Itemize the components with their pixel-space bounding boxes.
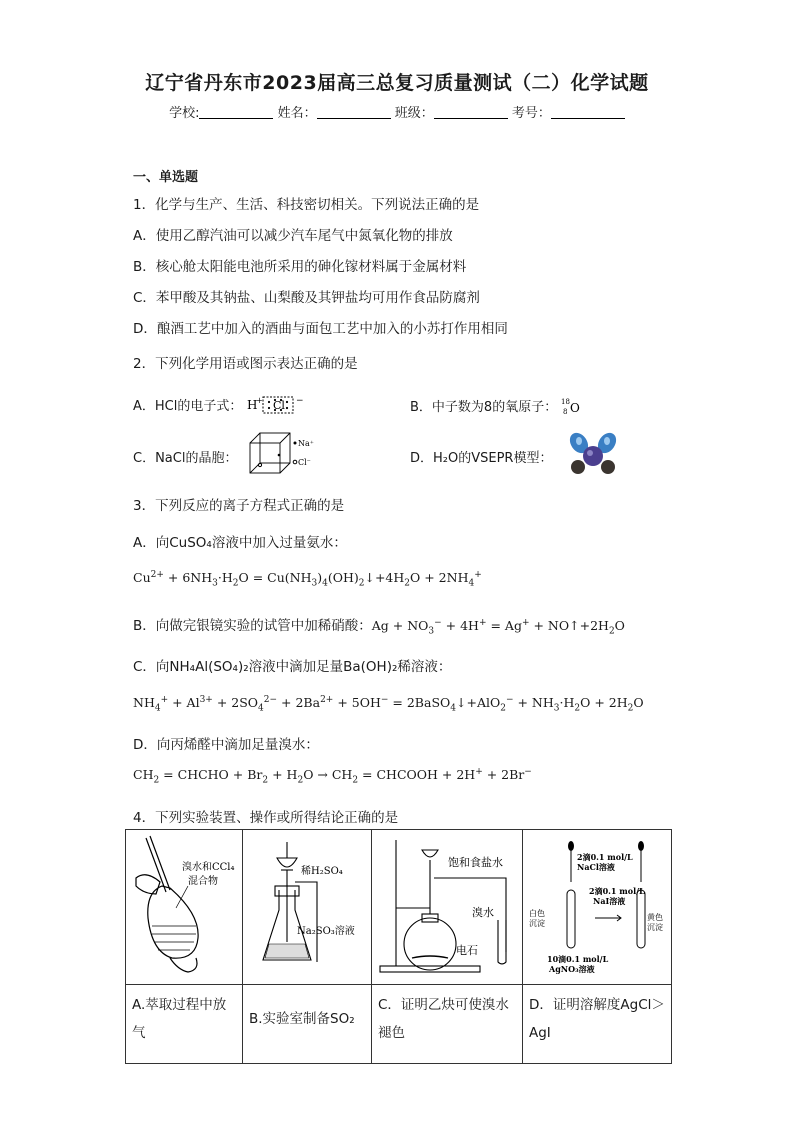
q2-option-b	[410, 395, 583, 417]
number-label: 考号：	[511, 106, 551, 121]
experiment-a-caption: A.萃取过程中放气	[126, 985, 243, 1064]
label-d5: 白色	[529, 909, 545, 918]
q3-option-b	[133, 614, 625, 637]
experiment-b-caption: B.实验室制备SO₂	[243, 985, 372, 1064]
q1-option-c: C．苯甲酸及其钠盐、山梨酸及其钾盐均可用作食品防腐剂	[133, 290, 480, 306]
svg-text:Cl: Cl	[272, 399, 285, 412]
q1-stem: 1．化学与生产、生活、科技密切相关。下列说法正确的是	[133, 197, 480, 213]
label-d8: 沉淀	[647, 923, 663, 932]
label-d6: 沉淀	[529, 919, 545, 928]
section-heading: 一、单选题	[133, 170, 199, 185]
q2-option-d	[410, 447, 552, 466]
nacl-unit-cell-diagram	[246, 431, 326, 475]
experiment-c-image-cell	[372, 830, 523, 985]
svg-text:+: +	[255, 396, 263, 405]
label-b1: 稀H₂SO₄	[301, 866, 343, 877]
experiment-a-image-cell	[126, 830, 243, 985]
q2-option-b-label: B．中子数为8的氧原子：	[410, 400, 558, 415]
svg-text:H: H	[246, 398, 257, 412]
label-c1: 饱和食盐水	[448, 856, 503, 869]
number-blank[interactable]	[551, 105, 625, 119]
q1-option-b: B．核心舱太阳能电池所采用的砷化镓材料属于金属材料	[133, 259, 467, 275]
q3-equation-c: $NH_4^+ + Al^{3+} + 2SO_4^{2-} + 2Ba^{2+} + 5OH^-$ = 2BaSO$_4$↓+AlO$_2$− + $NH_3\cdot H_2O + 2H_2O$	[133, 695, 644, 714]
q3-equation-d: $CH_2$ = CHCHO + $Br_2 + H_2O \to CH_2$ = CHCOOH + 2H+ + 2Br−	[133, 767, 532, 786]
svg-text:Cl⁻: Cl⁻	[298, 458, 311, 467]
h2o-vsepr-model	[566, 429, 622, 477]
label-d1: 2滴0.1 mol/L	[577, 852, 633, 862]
precipitate-conversion-diagram	[523, 830, 671, 984]
school-label: 学校:	[169, 106, 200, 121]
label-d7: 黄色	[647, 913, 663, 922]
svg-text:18: 18	[561, 398, 571, 406]
q3-option-a: A．向CuSO₄溶液中加入过量氨水：	[133, 535, 347, 551]
name-label: 姓名：	[277, 106, 317, 121]
experiment-d-image-cell	[523, 830, 672, 985]
label-a1: 溴水和CCl₄	[182, 862, 235, 873]
q3-equation-a: $Cu^{2+} + 6NH_3\cdot H_2O$ = $Cu(NH_3)_4(OH)_2↓+4H_2O + 2NH_4^+$	[133, 570, 482, 589]
student-info-line	[0, 102, 794, 121]
q3-stem: 3．下列反应的离子方程式正确的是	[133, 498, 345, 514]
class-blank[interactable]	[434, 105, 508, 119]
experiment-d-caption: D．证明溶解度AgCl＞AgI	[523, 985, 672, 1064]
svg-text:−: −	[295, 396, 304, 406]
q2-option-a-label: A．HCl的电子式：	[133, 399, 243, 414]
so2-generator-diagram	[243, 830, 371, 984]
label-d9: 10滴0.1 mol/L	[547, 954, 609, 964]
q1-option-d: D．酿酒工艺中加入的酒曲与面包工艺中加入的小苏打作用相同	[133, 321, 508, 337]
q2-option-d-label: D．H₂O的VSEPR模型：	[410, 451, 553, 466]
q3-equation-b: $Ag + NO_3^- + 4H^+ = Ag^+$ + $NO↑+2H_2O$	[371, 617, 625, 637]
label-c3: 电石	[456, 944, 478, 957]
label-b2: Na₂SO₃溶液	[297, 926, 355, 937]
class-label: 班级：	[394, 106, 434, 121]
q4-stem: 4．下列实验装置、操作或所得结论正确的是	[133, 810, 399, 826]
svg-text:8: 8	[563, 408, 568, 416]
label-d2: NaCl溶液	[577, 862, 615, 872]
label-d10: AgNO₃溶液	[549, 964, 595, 974]
q1-option-a: A．使用乙醇汽油可以减少汽车尾气中氮氧化物的排放	[133, 228, 453, 244]
label-c2: 溴水	[472, 906, 494, 919]
extraction-funnel-diagram	[126, 830, 242, 984]
school-blank[interactable]	[199, 105, 273, 119]
q2-option-c	[133, 447, 237, 466]
label-a2: 混合物	[188, 876, 218, 887]
acetylene-apparatus-diagram	[372, 830, 522, 984]
page-title: 辽宁省丹东市2023届高三总复习质量测试（二）化学试题	[145, 72, 649, 94]
experiment-b-image-cell	[243, 830, 372, 985]
svg-text:Na⁺: Na⁺	[298, 439, 314, 448]
q2-option-c-label: C．NaCl的晶胞：	[133, 451, 238, 466]
experiment-table	[125, 829, 672, 1064]
label-d3: 2滴0.1 mol/L	[589, 886, 645, 896]
hcl-electron-formula	[247, 395, 307, 415]
experiment-c-caption: C．证明乙炔可使溴水褪色	[372, 985, 523, 1064]
q2-stem: 2．下列化学用语或图示表达正确的是	[133, 356, 358, 372]
q3-option-d: D．向丙烯醛中滴加足量溴水：	[133, 737, 319, 753]
svg-text:O: O	[570, 401, 581, 415]
q3-option-b-label: B．向做完银镜实验的试管中加稀硝酸：	[133, 618, 372, 634]
q3-option-c: C．向NH₄Al(SO₄)₂溶液中滴加足量Ba(OH)₂稀溶液：	[133, 659, 452, 675]
name-blank[interactable]	[317, 105, 391, 119]
q2-option-a	[133, 395, 307, 415]
oxygen-isotope-symbol	[561, 395, 583, 417]
label-d4: NaI溶液	[593, 896, 626, 906]
